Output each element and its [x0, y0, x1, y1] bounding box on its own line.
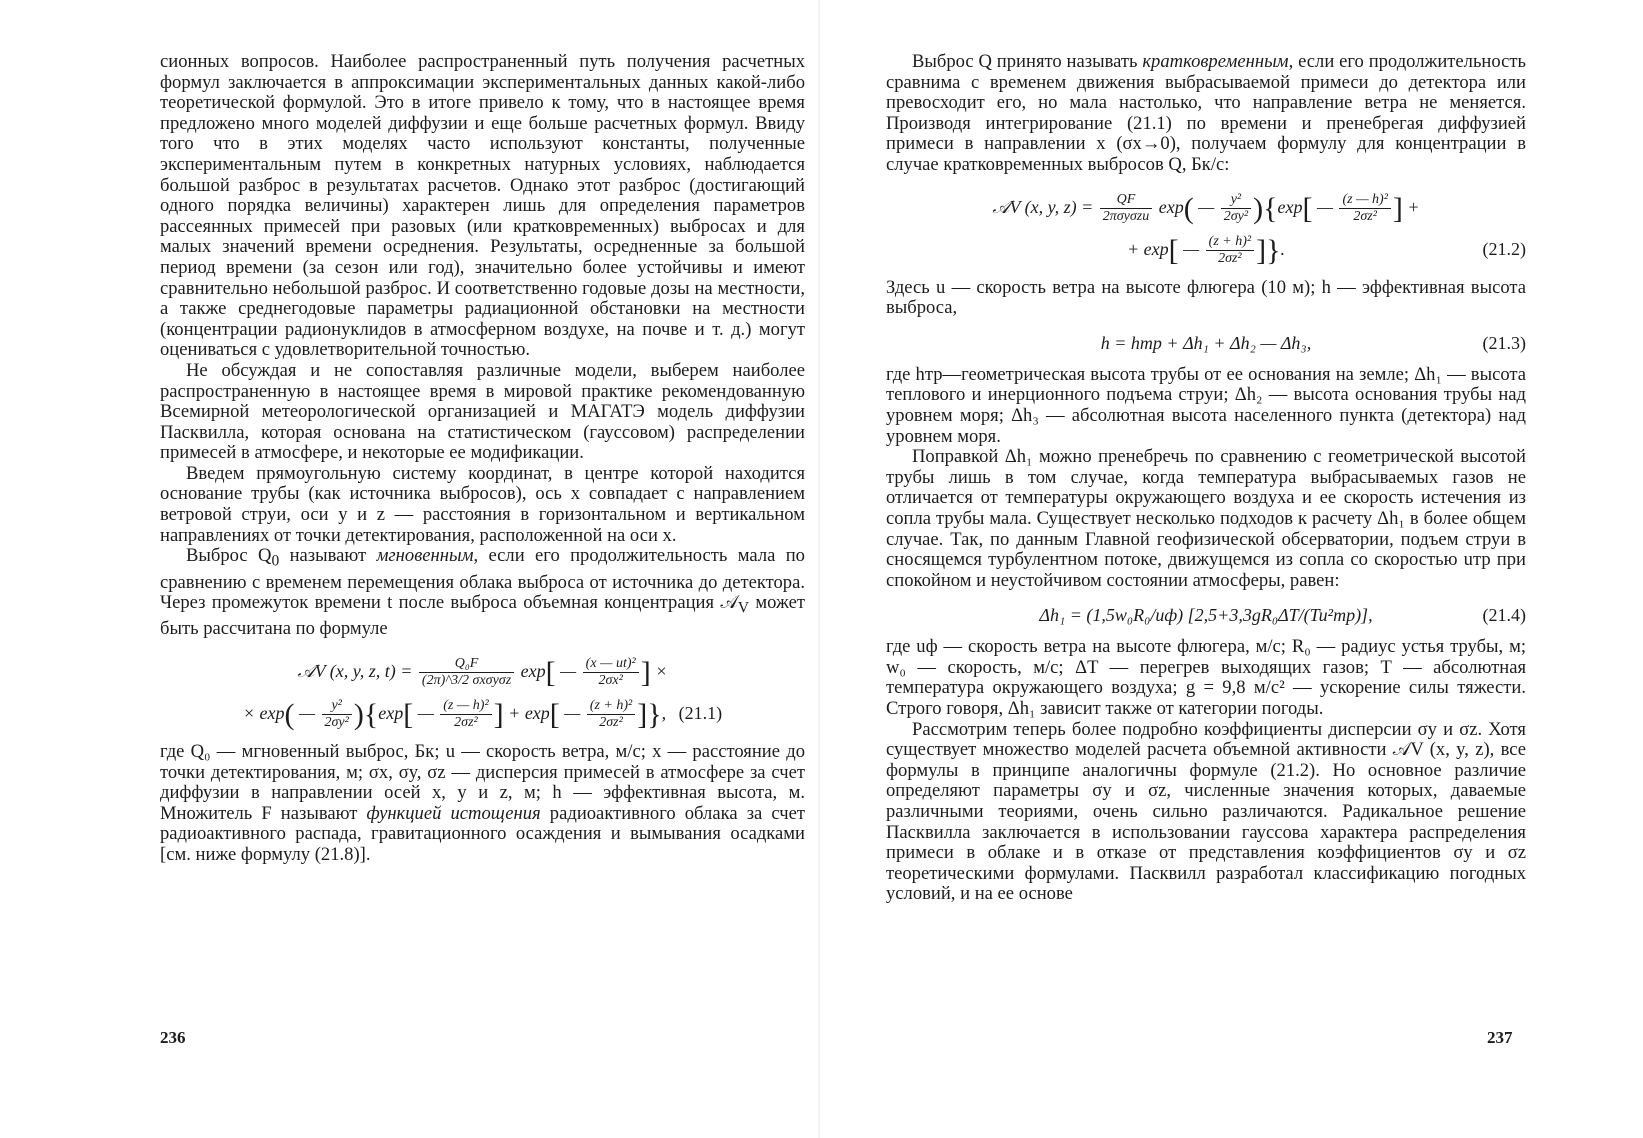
left-page: [160, 52, 805, 866]
paragraph: Поправкой Δh₁ можно пренебречь по сравнению с геометрической высотой трубы лишь в том случае, когда температура выбрасываемых газов не отличается от температуры окружающего воздуха и ее скорость истечения из сопла трубы мала. Существует несколько подходов к расчету Δh₁ в более общем случае. Так, по данным Главной геофизической обсерватории, подъем струи в сносящемся турбулентном потоке, движущемся из сопла со скоростью uтр при спокойном и неустойчивом состоянии атмосферы, равен:: [886, 446, 1526, 591]
formula-21-4: Δh₁ = (1,5w₀R₀/uф) [2,5+3,3gR₀ΔT/(Tu²тр)], (21.4): [886, 601, 1526, 629]
page-number: 236: [160, 1028, 186, 1047]
page-number: 237: [1487, 1028, 1513, 1047]
paragraph: Не обсуждая и не сопоставляя различные модели, выберем наиболее распространенную в настоящее время в мировой практике рекомендованную Всемирной метеорологической организацией и МАГАТЭ модель диффузии Пасквилла, которая основана на статистическом (гауссовом) распределении примесей в атмосфере, и некоторые ее модификации.: [160, 359, 805, 464]
formula-21-1: 𝒜V (x, y, z, t) = Q₀F (2π)^3/2 σxσyσz exp[ — $\frac{\text{(x — ut)²}}{\text{2σx²}}$ ] × × exp( — $\frac{\text{y²}}{\text{2σy²}}$ ){exp[ — $\frac{\text{(z — h)²}}{\text{2σz²}}$ ] + exp[ — $\frac{\text{(z + h)²}}{\text{2σz²}}$ ]}, (21.1): [242, 655, 723, 731]
formula-21-3: h = hтр + Δh₁ + Δh₂ — Δh₃, (21.3): [886, 329, 1526, 357]
equation-number: (21.4): [1482, 605, 1526, 626]
paragraph: Здесь u — скорость ветра на высоте флюгера (10 м); h — эффективная высота выброса,: [886, 276, 1526, 319]
paragraph: Рассмотрим теперь более подробно коэффициенты дисперсии σy и σz. Хотя существует множество моделей расчета объемной активности 𝒜V (x, y, z), все формулы в принципе аналогичны формуле (21.2). Но основное различие определяют параметры σy и σz, численные значения которых, даваемые различными теориями, очень сильно различаются. Радикальное решение Пасквилла заключается в использовании гауссова характера распределения примеси в облаке и в отказе от представления коэффициентов σy и σz теоретическими формулами. Пасквилл разработал классификацию погодных условий, и на ее основе: [886, 718, 1526, 905]
equation-number: (21.1): [678, 703, 723, 724]
paragraph: Введем прямоугольную систему координат, в центре которой находится основание трубы (как источника выбросов), ось x совпадает с направлением ветровой струи, оси y и z — расстояния в горизонтальном и вертикальном направлениях от точки детектирования, расположенной на оси x.: [160, 462, 805, 546]
book-gutter: [818, 0, 820, 1138]
equation-number: (21.3): [1482, 332, 1526, 353]
paragraph: Выброс $Q_0$ называют мгновенным, если его продолжительность мала по сравнению с временем перемещения облака выброса от источника до детектора. Через промежуток времени t после выброса объемная концентрация 𝒜$_V$ может быть рассчитана по формуле: [160, 545, 805, 640]
paragraph: где hтр—геометрическая высота трубы от ее основания на земле; Δh₁ — высота теплового и инерционного подъема струи; Δh₂ — высота основания трубы над уровнем моря; Δh₃ — абсолютная высота населенного пункта (детектора) над уровнем моря.: [886, 363, 1526, 447]
paragraph: где Q₀ — мгновенный выброс, Бк; u — скорость ветра, м/с; x — расстояние до точки детектирования, м; σx, σy, σz — дисперсия примесей в атмосфере за счет диффузии в направлении осей x, y и z, м; h — эффективная высота, м. Множитель F называют функцией истощения радиоактивного облака за счет радиоактивного распада, гравитационного осаждения и вымывания осадками [см. ниже формулу (21.8)].: [160, 741, 806, 866]
paragraph: сионных вопросов. Наиболее распространенный путь получения расчетных формул заключается в аппроксимации экспериментальных данных какой-либо теоретической формулой. Это в итоге привело к тому, что в настоящее время предложено много моделей диффузии и еще больше расчетных формул. Ввиду того что в этих моделях часто используют константы, полученные экспериментальным путем в конкретных натурных условиях, наблюдается большой разброс в результатах расчетов. Однако этот разброс (достигающий одного порядка величины) характерен лишь для определения параметров рассеянных примесей при разовых (или кратковременных) выбросах и для малых значений времени осреднения. Результаты, осредненные за большой период времени (за сезон или год), значительно более устойчивы и имеют сравнительно небольшой разброс. И соответственно годовые дозы на местности, а также среднегодовые параметры радиационной обстановки на местности (концентрации радионуклидов в атмосферном воздухе, на почве и т. д.) могут оцениваться с удовлетворительной точностью.: [160, 51, 805, 361]
paragraph: где uф — скорость ветра на высоте флюгера, м/с; R₀ — радиус устья трубы, м; w₀ — скорость, м/с; ΔT — перегрев выходящих газов; T — абсолютная температура окружающего воздуха; g = 9,8 м/с² — ускорение силы тяжести. Строго говоря, Δh₁ зависит также от категории погоды.: [886, 636, 1526, 720]
paragraph: Выброс Q принято называть кратковременным, если его продолжительность сравнима с временем движения выбрасываемой примеси до детектора или превосходит его, но мала настолько, что направление ветра не меняется. Производя интегрирование (21.1) по времени и пренебрегая диффузией примеси в направлении x (σx→0), получаем формулу для концентрации в случае кратковременных выбросов Q, Бк/с:: [886, 51, 1526, 175]
right-page: [886, 52, 1526, 905]
formula-21-2: 𝒜V (x, y, z) = QF 2πσyσzu exp( — $\frac{\text{y²}}{\text{2σy²}}$ ){exp[ — $\frac{\text{(z — h)²}}{\text{2σz²}}$ ] + + exp[ — $\frac{\text{(z + h)²}}{\text{2σz²}}$ ]}. (21.2): [886, 186, 1526, 270]
equation-number: (21.2): [1482, 238, 1526, 259]
